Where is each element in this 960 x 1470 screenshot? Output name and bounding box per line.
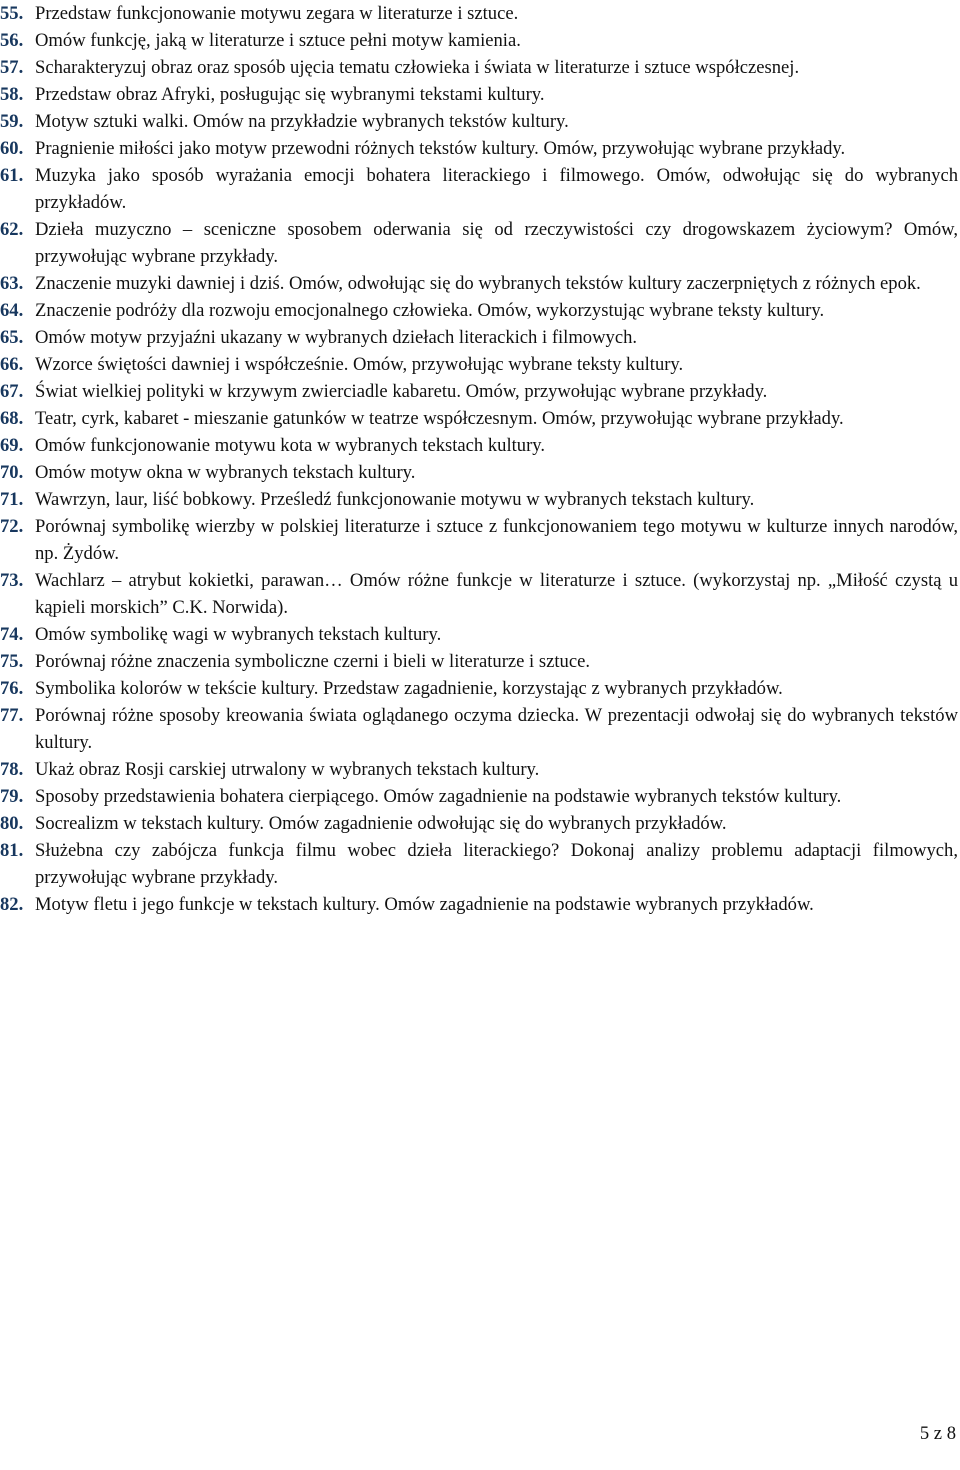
item-number: 71. <box>0 489 24 510</box>
item-number: 79. <box>0 786 24 807</box>
item-text: Motyw fletu i jego funkcje w tekstach kultury. Omów zagadnienie na podstawie wybranych przykładów. <box>35 894 814 915</box>
item-number: 64. <box>0 300 24 321</box>
item-text: Znaczenie podróży dla rozwoju emocjonalnego człowieka. Omów, wykorzystując wybrane teksty kultury. <box>35 300 825 321</box>
item-number: 74. <box>0 624 24 645</box>
item-text: Świat wielkiej polityki w krzywym zwierciadle kabaretu. Omów, przywołując wybrane przykłady. <box>35 381 768 402</box>
list-item <box>0 756 958 783</box>
list-item <box>0 486 958 513</box>
item-text: Przedstaw obraz Afryki, posługując się wybranymi tekstami kultury. <box>35 84 545 105</box>
item-text: Wachlarz – atrybut kokietki, parawan… Omów różne funkcje w literaturze i sztuce. (wykorzystaj np. „Miłość czystą u kąpieli morskich” C.K. Norwida). <box>35 570 958 618</box>
item-text: Ukaż obraz Rosji carskiej utrwalony w wybranych tekstach kultury. <box>35 759 540 780</box>
list-item <box>0 648 958 675</box>
list-item <box>0 459 958 486</box>
item-number: 55. <box>0 3 24 24</box>
item-number: 78. <box>0 759 24 780</box>
list-item <box>0 675 958 702</box>
item-text: Scharakteryzuj obraz oraz sposób ujęcia tematu człowieka i świata w literaturze i sztuce współczesnej. <box>35 57 800 78</box>
item-number: 75. <box>0 651 24 672</box>
item-text: Przedstaw funkcjonowanie motywu zegara w literaturze i sztuce. <box>35 3 519 24</box>
item-text: Służebna czy zabójcza funkcja filmu wobec dzieła literackiego? Dokonaj analizy problemu adaptacji filmowych, przywołując wybrane przykłady. <box>35 840 958 888</box>
list-item <box>0 810 958 837</box>
list-item <box>0 27 958 54</box>
item-text: Porównaj różne znaczenia symboliczne czerni i bieli w literaturze i sztuce. <box>35 651 590 672</box>
list-item <box>0 270 958 297</box>
item-number: 82. <box>0 894 24 915</box>
list-item <box>0 0 958 27</box>
list-item <box>0 81 958 108</box>
item-number: 68. <box>0 408 24 429</box>
item-number: 62. <box>0 219 24 240</box>
item-number: 63. <box>0 273 24 294</box>
item-number: 57. <box>0 57 24 78</box>
item-text: Omów symbolikę wagi w wybranych tekstach kultury. <box>35 624 442 645</box>
item-text: Socrealizm w tekstach kultury. Omów zagadnienie odwołując się do wybranych przykładów. <box>35 813 727 834</box>
item-text: Omów funkcjonowanie motywu kota w wybranych tekstach kultury. <box>35 435 546 456</box>
list-item <box>0 702 958 756</box>
item-text: Porównaj różne sposoby kreowania świata oglądanego oczyma dziecka. W prezentacji odwołaj się do wybranych tekstów kultury. <box>35 705 958 753</box>
list-item <box>0 405 958 432</box>
item-number: 69. <box>0 435 24 456</box>
item-text: Omów motyw przyjaźni ukazany w wybranych dziełach literackich i filmowych. <box>35 327 638 348</box>
item-number: 73. <box>0 570 24 591</box>
list-item <box>0 135 958 162</box>
item-number: 59. <box>0 111 24 132</box>
item-number: 80. <box>0 813 24 834</box>
item-number: 66. <box>0 354 24 375</box>
item-text: Porównaj symbolikę wierzby w polskiej literaturze i sztuce z funkcjonowaniem tego motywu w kulturze innych narodów, np. Żydów. <box>35 516 958 564</box>
item-text: Omów motyw okna w wybranych tekstach kultury. <box>35 462 416 483</box>
list-item <box>0 513 958 567</box>
item-number: 60. <box>0 138 24 159</box>
page-number: 5 z 8 <box>919 1423 956 1444</box>
item-number: 65. <box>0 327 24 348</box>
list-item <box>0 297 958 324</box>
item-number: 72. <box>0 516 24 537</box>
item-text: Wzorce świętości dawniej i współcześnie. Omów, przywołując wybrane teksty kultury. <box>35 354 684 375</box>
list-item <box>0 351 958 378</box>
item-number: 67. <box>0 381 24 402</box>
item-text: Pragnienie miłości jako motyw przewodni różnych tekstów kultury. Omów, przywołując wybrane przykłady. <box>35 138 846 159</box>
item-text: Muzyka jako sposób wyrażania emocji bohatera literackiego i filmowego. Omów, odwołując się do wybranych przykładów. <box>35 165 958 213</box>
list-item <box>0 108 958 135</box>
item-text: Symbolika kolorów w tekście kultury. Przedstaw zagadnienie, korzystając z wybranych przykładów. <box>35 678 783 699</box>
item-text: Motyw sztuki walki. Omów na przykładzie wybranych tekstów kultury. <box>35 111 569 132</box>
list-item <box>0 324 958 351</box>
list-item <box>0 783 958 810</box>
item-text: Znaczenie muzyki dawniej i dziś. Omów, odwołując się do wybranych tekstów kultury zaczerpniętych z różnych epok. <box>35 273 921 294</box>
list-item <box>0 432 958 459</box>
item-number: 58. <box>0 84 24 105</box>
list-item <box>0 567 958 621</box>
item-text: Wawrzyn, laur, liść bobkowy. Prześledź funkcjonowanie motywu w wybranych tekstach kultury. <box>35 489 755 510</box>
item-number: 56. <box>0 30 24 51</box>
item-text: Teatr, cyrk, kabaret - mieszanie gatunków w teatrze współczesnym. Omów, przywołując wybrane przykłady. <box>35 408 844 429</box>
list-item <box>0 891 958 918</box>
item-text: Dzieła muzyczno – sceniczne sposobem oderwania się od rzeczywistości czy drogowskazem życiowym? Omów, przywołując wybrane przykłady. <box>35 219 958 267</box>
item-number: 77. <box>0 705 24 726</box>
item-number: 76. <box>0 678 24 699</box>
item-text: Sposoby przedstawienia bohatera cierpiącego. Omów zagadnienie na podstawie wybranych tekstów kultury. <box>35 786 842 807</box>
list-item <box>0 216 958 270</box>
item-text: Omów funkcję, jaką w literaturze i sztuce pełni motyw kamienia. <box>35 30 521 51</box>
list-item <box>0 54 958 81</box>
list-item <box>0 837 958 891</box>
item-number: 70. <box>0 462 24 483</box>
item-number: 61. <box>0 165 24 186</box>
list-item <box>0 162 958 216</box>
list-item <box>0 378 958 405</box>
list-item <box>0 621 958 648</box>
item-number: 81. <box>0 840 24 861</box>
